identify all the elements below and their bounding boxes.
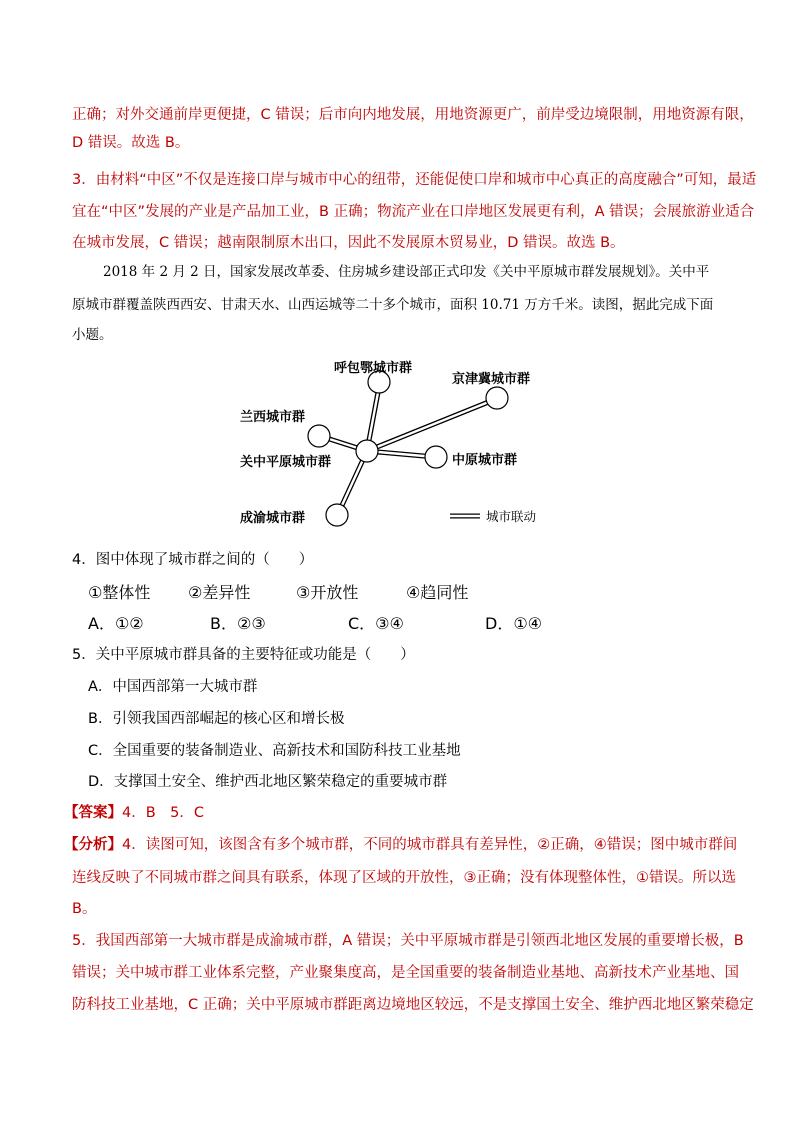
link-jingjin-inner	[367, 399, 496, 451]
label-lanxi: 兰西城市群	[240, 410, 306, 425]
q3-analysis-line-1: 3．由材料“中区”不仅是连接口岸与城市中心的纽带，还能促使口岸和城市中心真正的高度融合”可知，最适	[72, 172, 757, 188]
q3-analysis-line-2: 宜在“中区”发展的产业是产品加工业，B 正确；物流产业在口岸地区发展更有利，A 错误；会展旅游业适合	[72, 204, 755, 220]
analysis-q4-l1-b: ②	[537, 837, 551, 853]
analysis-q4-l2-b: ③	[463, 870, 477, 886]
node-guanzhong	[356, 440, 378, 462]
q4-statement-1: ①整体性	[88, 583, 151, 602]
label-zhongyuan: 中原城市群	[452, 453, 518, 468]
q5-option-d: D．支撑国土安全、维护西北地区繁荣稳定的重要城市群	[88, 774, 448, 790]
label-center: 关中平原城市群	[240, 455, 332, 470]
prev-answer-line-1: 正确；对外交通前岸更便捷，C 错误；后市向内地发展，用地资源更广，前岸受边境限制，用地资源有限，	[72, 107, 754, 123]
analysis-q4-l2-c: 正确；没有体现整体性，	[476, 870, 636, 886]
analysis-q4-l2-e: 错误。所以选	[649, 870, 736, 886]
q4-option-c: C．③④	[348, 614, 404, 633]
label-chengyu: 成渝城市群	[240, 511, 306, 526]
label-hubao: 呼包鄂城市群	[334, 361, 413, 376]
analysis-q5-line-1: 5．我国西部第一大城市群是成渝城市群，A 错误；关中平原城市群是引领西北地区发展的重要增长极，B	[72, 933, 744, 949]
stem-line-2: 原城市群覆盖陕西西安、甘肃天水、山西运城等二十多个城市，面积 10.71 万方千米。读图，据此完成下面	[72, 297, 714, 313]
analysis-q4-line-2	[72, 866, 736, 887]
analysis-q4-l1-d: ④	[593, 837, 607, 853]
analysis-q4-line-1	[64, 833, 737, 854]
stem-line-3: 小题。	[72, 327, 113, 343]
q4-option-b: B．②③	[210, 614, 266, 633]
prev-answer-line-2: D 错误。故选 B。	[72, 135, 190, 151]
analysis-q4-l2-a: 连线反映了不同城市群之间具有联系，体现了区域的开放性，	[72, 870, 464, 886]
analysis-q4-line-3: B。	[72, 901, 97, 917]
q4-statement-3: ③开放性	[296, 583, 359, 602]
q5-option-a: A．中国西部第一大城市群	[88, 679, 258, 695]
node-chengyu	[326, 504, 348, 526]
answer-tag: 【答案】	[64, 805, 122, 821]
q4-option-d: D．①④	[485, 614, 543, 633]
q3-analysis-line-3: 在城市发展，C 错误；越南限制原木出口，因此不发展原木贸易业，D 错误。故选 B。	[72, 235, 625, 251]
city-cluster-diagram	[230, 350, 570, 535]
stem-line-1: 2018 年 2 月 2 日，国家发展改革委、住房城乡建设部正式印发《关中平原城市群发展规划》。关中平	[103, 264, 710, 280]
q5-option-c: C．全国重要的装备制造业、高新技术和国防科技工业基地	[88, 743, 461, 759]
q4-question: 4．图中体现了城市群之间的（ ）	[72, 552, 314, 568]
answer-text: 4．B 5．C	[122, 805, 205, 821]
q5-question: 5．关中平原城市群具备的主要特征或功能是（ ）	[72, 647, 415, 663]
answer-line	[64, 801, 204, 822]
q4-statement-2: ②差异性	[188, 583, 251, 602]
legend-label: 城市联动	[486, 509, 537, 524]
q4-option-a: A．①②	[88, 614, 144, 633]
q5-option-b: B．引领我国西部崛起的核心区和增长极	[88, 711, 345, 727]
analysis-q4-l2-d: ①	[636, 870, 649, 886]
analysis-q4-l1-a: 4．读图可知，该图含有多个城市群，不同的城市群具有差异性，	[122, 837, 538, 853]
analysis-q4-l1-c: 正确，	[550, 837, 594, 853]
label-jingjin: 京津冀城市群	[452, 372, 531, 387]
analysis-q5-line-2: 错误；关中城市群工业体系完整，产业聚集度高，是全国重要的装备制造业基地、高新技术产业基地、国	[72, 965, 739, 981]
analysis-tag: 【分析】	[64, 837, 122, 853]
q4-statement-4: ④趋同性	[406, 583, 469, 602]
node-lanxi	[308, 425, 330, 447]
analysis-q4-l1-e: 错误；图中城市群间	[606, 837, 738, 853]
node-zhongyuan	[425, 446, 447, 468]
node-jingjin	[486, 387, 508, 409]
analysis-q5-line-3: 防科技工业基地，C 正确；关中平原城市群距离边境地区较远，不是支撑国土安全、维护西北地区繁荣稳定	[72, 997, 754, 1013]
